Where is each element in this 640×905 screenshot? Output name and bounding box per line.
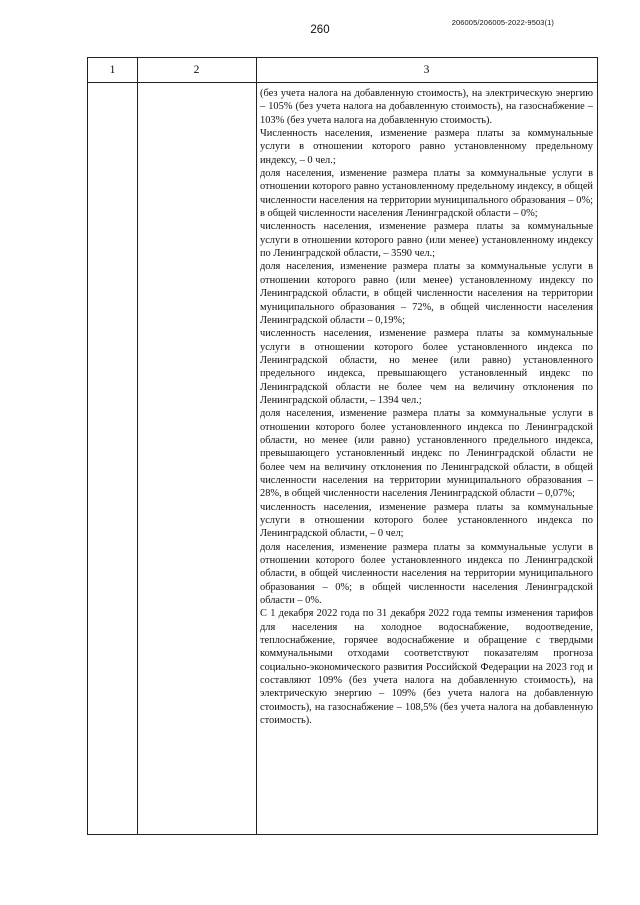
- page-number: 260: [310, 24, 330, 36]
- paragraph: численность населения, изменение размера платы за коммунальные услуги в отношении которого более установленного индекса по Ленинградской области, – 0 чел;: [260, 501, 593, 540]
- column-header-3: 3: [423, 64, 430, 76]
- paragraph: доля населения, изменение размера платы за коммунальные услуги в отношении которого более установленного индекса по Ленинградской области, но менее (или равно) установленного предельного индекса, превышающего установленный индекс по Ленинградской области не более чем на величину отклонения по Ленинградской области, в общей численности населения на территории муниципального образования – 28%, в общей численности населения Ленинградской области – 0,07%;: [260, 408, 593, 500]
- content-table: [87, 57, 598, 835]
- paragraph: (без учета налога на добавленную стоимость), на электрическую энергию – 105% (без учета налога на добавленную стоимость), на газоснабжение – 103% (без учета налога на добавленную стоимость).: [260, 88, 593, 126]
- paragraph: доля населения, изменение размера платы за коммунальные услуги в отношении которого равно установленному предельному индексу, в общей численности населения на территории муниципального образования – 0%; в общей численности населения Ленинградской области – 0%;: [260, 168, 593, 220]
- header-divider: [88, 82, 597, 83]
- paragraph: доля населения, изменение размера платы за коммунальные услуги в отношении которого более установленного индекса по Ленинградской области, в общей численности населения на территории муниципального образования – 0%; в общей численности населения Ленинградской области – 0%.: [260, 541, 593, 607]
- column-divider-2: [256, 58, 257, 834]
- paragraph: численность населения, изменение размера платы за коммунальные услуги в отношении которого более установленного индекса по Ленинградской области, но менее (или равно) установленного предельного индекса, превышающего установленный индекс по Ленинградской области не более чем на величину отклонения по Ленинградской области, – 1394 чел.;: [260, 328, 593, 406]
- paragraph: доля населения, изменение размера платы за коммунальные услуги в отношении которого равно (или менее) установленному индексу по Ленинградской области, в общей численности населения на территории муниципального образования – 72%, в общей численности населения Ленинградской области – 0,19%;: [260, 261, 593, 326]
- paragraph: С 1 декабря 2022 года по 31 декабря 2022 года темпы изменения тарифов для населения на холодное водоснабжение, водоотведение, теплоснабжение, горячее водоснабжение и обращение с твердыми коммунальными отходами соответствуют показателям прогноза социально-экономического развития Российской Федерации на 2023 год и составляют 109% (без учета налога на добавленную стоимость), на электрическую энергию – 109% (без учета налога на добавленную стоимость), на газоснабжение – 108,5% (без учета налога на добавленную стоимость).: [260, 608, 593, 727]
- column-header-1: 1: [109, 64, 116, 76]
- column-header-2: 2: [193, 64, 200, 76]
- cell-text-column-3: [260, 87, 593, 728]
- column-divider-1: [137, 58, 138, 834]
- paragraph: Численность населения, изменение размера платы за коммунальные услуги в отношении которого равно установленному предельному индексу, – 0 чел.;: [260, 128, 593, 166]
- document-code: 206005/206005-2022-9503(1): [451, 18, 554, 27]
- paragraph: численность населения, изменение размера платы за коммунальные услуги в отношении которого равно (или менее) установленному индексу по Ленинградской области, – 3590 чел.;: [260, 221, 593, 260]
